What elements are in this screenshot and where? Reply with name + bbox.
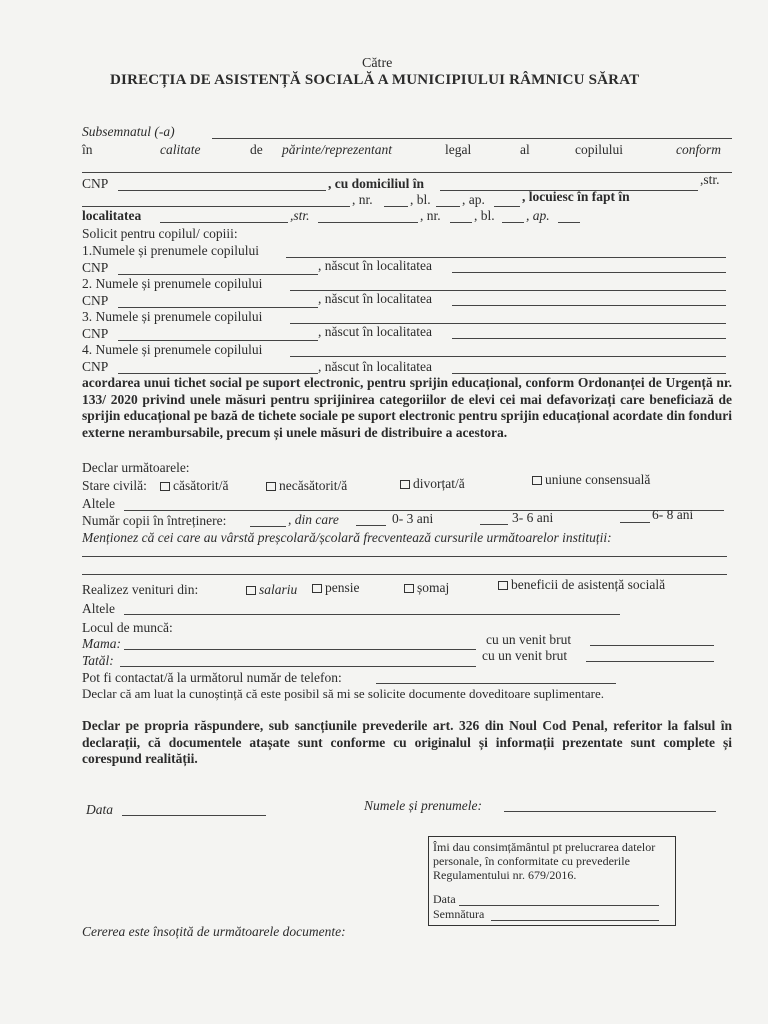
- institutions-line-2[interactable]: [82, 574, 727, 575]
- documents-notice: Declar că am luat la cunoștință că este posibil să mi se solicite documente doveditoare suplimentare.: [82, 686, 604, 701]
- checkbox-icon[interactable]: [400, 480, 410, 489]
- child-name-line[interactable]: [82, 172, 732, 173]
- copilului-word: copilului: [575, 142, 623, 157]
- consent-box: [428, 836, 676, 926]
- locuiesc-label: , locuiesc în fapt în: [522, 189, 630, 204]
- phone-line[interactable]: [376, 683, 616, 684]
- ap2-field-line[interactable]: [558, 222, 580, 223]
- checkbox-icon[interactable]: [266, 482, 276, 491]
- legal-word: legal: [445, 142, 472, 157]
- child-1-name-label: 1.Numele și prenumele copilului: [82, 243, 259, 258]
- al-word: al: [520, 142, 530, 157]
- nr2-label: , nr.: [420, 208, 441, 223]
- children-heading: Solicit pentru copilul/ copiii:: [82, 226, 238, 241]
- age1-line[interactable]: [356, 525, 386, 526]
- age3-label: 6- 8 ani: [652, 507, 694, 522]
- workplace-label: Locul de muncă:: [82, 620, 173, 635]
- marital-status-label: Stare civilă:: [82, 478, 147, 493]
- father-label: Tatăl:: [82, 653, 114, 668]
- checkbox-icon[interactable]: [532, 476, 542, 485]
- income-option-social-benefits[interactable]: beneficii de asistență socială: [498, 577, 665, 593]
- nr2-field-line[interactable]: [450, 222, 472, 223]
- attached-documents-label: Cererea este însoțită de următoarele documente:: [82, 924, 346, 939]
- request-paragraph: acordarea unui tichet social pe suport electronic, pentru sprijin educațional, conform Ordonanței de Urgență nr. 133/ 2020 privind unele măsuri pentru sprijinirea categoriilor de elevi cei mai defavorizați care beneficiază de sprijin educațional pe bază de tichete sociale pe suport electronic pentru sprijin educațional acordate din fonduri externe nerambursabile, precum și unele măsuri de distribuire a acestora.: [82, 375, 732, 440]
- ap-label: , ap.: [462, 192, 485, 207]
- nr-label: , nr.: [352, 192, 373, 207]
- mother-income-label: cu un venit brut: [486, 632, 572, 647]
- street2-field-line[interactable]: [318, 222, 418, 223]
- marital-option-unmarried[interactable]: necăsătorit/ă: [266, 478, 347, 494]
- date-line[interactable]: [122, 815, 266, 816]
- name-signature-label: Numele și prenumele:: [364, 798, 482, 813]
- consent-date-line[interactable]: [459, 905, 659, 906]
- income-other-label: Altele: [82, 601, 115, 616]
- consent-signature-label: Semnătura: [433, 907, 485, 921]
- consent-text: Îmi dau consimțământul pt prelucrarea datelor personale, în conformitate cu prevederile Regulamentului nr. 679/2016.: [433, 840, 656, 882]
- domiciliu-label: , cu domiciliul în: [328, 176, 425, 191]
- child-3-born-label: , născut în localitatea: [318, 324, 432, 339]
- mother-label: Mama:: [82, 636, 121, 651]
- child-3-cnp-line[interactable]: [118, 340, 318, 341]
- nr-field-line[interactable]: [384, 206, 408, 207]
- bl2-label: , bl.: [474, 208, 495, 223]
- bl2-field-line[interactable]: [502, 222, 524, 223]
- calitate-word: calitate: [160, 142, 201, 157]
- child-1-cnp-line[interactable]: [118, 274, 318, 275]
- ap-field-line[interactable]: [494, 206, 520, 207]
- bl-label: , bl.: [410, 192, 431, 207]
- father-income-line[interactable]: [586, 661, 714, 662]
- income-label: Realizez venituri din:: [82, 582, 199, 597]
- child-1-cnp-label: CNP: [82, 260, 109, 275]
- bl-field-line[interactable]: [436, 206, 460, 207]
- checkbox-icon[interactable]: [404, 584, 414, 593]
- child-3-born-line[interactable]: [452, 338, 726, 339]
- cnp-label: CNP: [82, 176, 109, 191]
- cnp-field-line[interactable]: [118, 190, 326, 191]
- ap2-label: , ap.: [526, 208, 550, 223]
- institutions-line-1[interactable]: [82, 556, 727, 557]
- father-income-label: cu un venit brut: [482, 648, 568, 663]
- parinte-word: părinte/reprezentant: [282, 142, 392, 157]
- checkbox-icon[interactable]: [246, 586, 256, 595]
- checkbox-icon[interactable]: [160, 482, 170, 491]
- mother-workplace-line[interactable]: [124, 649, 476, 650]
- marital-option-divorced[interactable]: divorțat/ă: [400, 476, 465, 492]
- in-word: în: [82, 142, 93, 157]
- institutions-mention: Menționez că cei care au vârstă preșcolară/școlară frecventează cursurile următoarelor instituții:: [82, 530, 612, 545]
- age2-line[interactable]: [480, 524, 508, 525]
- child-4-cnp-line[interactable]: [118, 373, 318, 374]
- child-2-cnp-line[interactable]: [118, 307, 318, 308]
- child-4-cnp-label: CNP: [82, 359, 109, 374]
- child-2-born-label: , născut în localitatea: [318, 291, 432, 306]
- din-care-label: , din care: [288, 512, 339, 527]
- father-workplace-line[interactable]: [120, 666, 476, 667]
- mother-income-line[interactable]: [590, 645, 714, 646]
- de-word: de: [250, 142, 263, 157]
- localitatea-field-line[interactable]: [160, 222, 288, 223]
- conform-word: conform: [676, 142, 721, 157]
- date-label: Data: [86, 802, 113, 817]
- age2-label: 3- 6 ani: [512, 510, 554, 525]
- children-count-label: Număr copii în întreținere:: [82, 513, 227, 528]
- child-2-born-line[interactable]: [452, 305, 726, 306]
- children-count-line[interactable]: [250, 526, 286, 527]
- child-2-name-label: 2. Numele și prenumele copilului: [82, 276, 263, 291]
- name-signature-line[interactable]: [504, 811, 716, 812]
- child-3-name-label: 3. Numele și prenumele copilului: [82, 309, 263, 324]
- phone-label: Pot fi contactat/ă la următorul număr de telefon:: [82, 670, 342, 685]
- child-4-name-label: 4. Numele și prenumele copilului: [82, 342, 263, 357]
- institution-title: DIRECȚIA DE ASISTENȚĂ SOCIALĂ A MUNICIPIULUI RÂMNICU SĂRAT: [110, 72, 640, 88]
- child-4-born-line[interactable]: [452, 373, 726, 374]
- child-1-born-label: , născut în localitatea: [318, 258, 432, 273]
- child-4-name-line[interactable]: [290, 356, 726, 357]
- consent-date-label: Data: [433, 892, 456, 906]
- localitatea-label: localitatea: [82, 208, 142, 223]
- str-label: ,str.: [700, 172, 720, 187]
- child-2-cnp-label: CNP: [82, 293, 109, 308]
- income-option-salary[interactable]: salariu: [246, 582, 297, 598]
- income-option-pension[interactable]: pensie: [312, 580, 360, 596]
- checkbox-icon[interactable]: [312, 584, 322, 593]
- consent-signature-line[interactable]: [491, 920, 659, 921]
- child-4-born-label: , născut în localitatea: [318, 359, 432, 374]
- name-field-line[interactable]: [212, 138, 732, 139]
- checkbox-icon[interactable]: [498, 581, 508, 590]
- child-1-born-line[interactable]: [452, 272, 726, 273]
- age3-line[interactable]: [620, 522, 650, 523]
- marital-option-married[interactable]: căsătorit/ă: [160, 478, 228, 494]
- recipient-label: Către: [362, 56, 393, 71]
- str2-label: ,str.: [290, 208, 310, 223]
- declaration-heading: Declar următoarele:: [82, 460, 190, 475]
- income-option-unemployment[interactable]: șomaj: [404, 580, 449, 596]
- marital-option-consensual[interactable]: uniune consensuală: [532, 472, 650, 488]
- marital-other-label: Altele: [82, 496, 115, 511]
- income-other-line[interactable]: [124, 614, 620, 615]
- final-declaration: Declar pe propria răspundere, sub sancțiunile prevederile art. 326 din Noul Cod Penal, referitor la falsul în declarații, că documentele atașate sunt conforme cu originalul și informații prezentate sunt complete și corespund realității.: [82, 718, 732, 766]
- age1-label: 0- 3 ani: [392, 511, 434, 526]
- street-field-line[interactable]: [82, 206, 350, 207]
- child-3-cnp-label: CNP: [82, 326, 109, 341]
- subsemnatul-label: Subsemnatul (-a): [82, 124, 175, 139]
